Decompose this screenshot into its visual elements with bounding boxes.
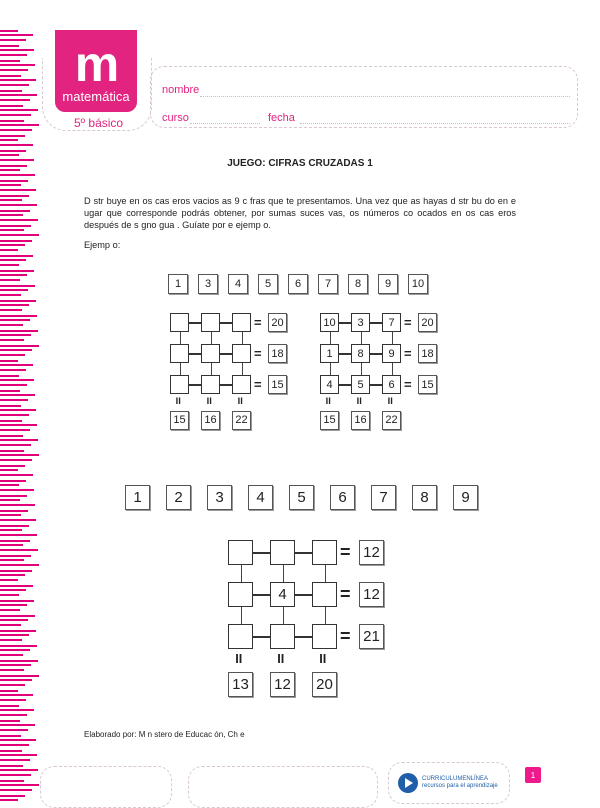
grid-cell[interactable]: 5 bbox=[351, 375, 370, 394]
row-sum-box: 20 bbox=[268, 313, 287, 332]
publisher-name: CURRICULUMENLÍNEA bbox=[422, 776, 489, 782]
strip-line bbox=[0, 795, 25, 797]
equals-vertical-sign: II bbox=[387, 396, 393, 406]
strip-line bbox=[0, 334, 31, 336]
digit-tile[interactable]: 8 bbox=[348, 274, 368, 294]
strip-line bbox=[0, 75, 21, 77]
strip-line bbox=[0, 34, 33, 36]
strip-line bbox=[0, 394, 35, 396]
equals-sign: = bbox=[254, 314, 262, 330]
grid-cell[interactable]: 3 bbox=[351, 313, 370, 332]
equals-vertical-sign: II bbox=[325, 396, 331, 406]
equals-sign: = bbox=[404, 345, 412, 361]
strip-line bbox=[0, 94, 37, 96]
strip-line bbox=[0, 549, 38, 551]
grid-connector bbox=[392, 332, 394, 344]
strip-line bbox=[0, 729, 28, 731]
strip-line bbox=[0, 799, 18, 801]
strip-line bbox=[0, 285, 35, 287]
strip-line bbox=[0, 384, 27, 386]
footer-frame-middle bbox=[188, 766, 378, 808]
digit-tile[interactable]: 8 bbox=[412, 485, 437, 510]
grid-connector bbox=[253, 552, 270, 554]
equals-vertical-sign: II bbox=[235, 651, 243, 666]
grid-connector bbox=[370, 322, 382, 324]
digit-tile[interactable]: 3 bbox=[207, 485, 232, 510]
grid-connector bbox=[180, 332, 182, 344]
strip-line bbox=[0, 84, 29, 86]
digit-tile[interactable]: 6 bbox=[288, 274, 308, 294]
strip-line bbox=[0, 480, 26, 482]
strip-line bbox=[0, 184, 21, 186]
grid-connector bbox=[242, 363, 244, 375]
column-sum-box: 22 bbox=[232, 411, 251, 430]
strip-line bbox=[0, 204, 37, 206]
grid-connector bbox=[339, 322, 351, 324]
strip-line bbox=[0, 484, 19, 486]
strip-line bbox=[0, 109, 38, 111]
equals-sign: = bbox=[340, 583, 351, 604]
strip-line bbox=[0, 139, 18, 141]
strip-line bbox=[0, 39, 26, 41]
equals-vertical-sign: II bbox=[356, 396, 362, 406]
strip-line bbox=[0, 49, 34, 51]
grid-cell[interactable] bbox=[201, 344, 220, 363]
strip-line bbox=[0, 774, 31, 776]
strip-line bbox=[0, 169, 20, 171]
logo-subject: matemática bbox=[62, 89, 130, 104]
strip-line bbox=[0, 154, 19, 156]
equals-sign: = bbox=[254, 376, 262, 392]
equals-sign: = bbox=[404, 314, 412, 330]
digit-tile[interactable]: 1 bbox=[168, 274, 188, 294]
grid-connector bbox=[220, 322, 232, 324]
strip-line bbox=[0, 714, 27, 716]
strip-line bbox=[0, 424, 37, 426]
digit-tile[interactable]: 3 bbox=[198, 274, 218, 294]
strip-line bbox=[0, 570, 32, 572]
row-sum-box: 12 bbox=[359, 582, 384, 607]
strip-line bbox=[0, 664, 31, 666]
grid-cell[interactable]: 4 bbox=[270, 582, 295, 607]
strip-line bbox=[0, 270, 34, 272]
strip-line bbox=[0, 789, 32, 791]
strip-line bbox=[0, 679, 32, 681]
grade-label: 5º básico bbox=[74, 116, 124, 130]
column-sum-box: 15 bbox=[320, 411, 339, 430]
strip-line bbox=[0, 684, 25, 686]
strip-line bbox=[0, 244, 25, 246]
strip-line bbox=[0, 150, 26, 152]
grid-connector bbox=[241, 565, 243, 582]
digit-tile[interactable]: 4 bbox=[228, 274, 248, 294]
strip-line bbox=[0, 769, 38, 771]
strip-line bbox=[0, 690, 18, 692]
column-sum-box: 22 bbox=[382, 411, 401, 430]
subject-logo bbox=[55, 30, 137, 112]
strip-line bbox=[0, 45, 19, 47]
column-sum-box: 15 bbox=[170, 411, 189, 430]
grid-connector bbox=[253, 636, 270, 638]
strip-line bbox=[0, 450, 24, 452]
grid-cell[interactable]: 7 bbox=[382, 313, 401, 332]
strip-line bbox=[0, 219, 38, 221]
name-label: nombre bbox=[162, 84, 200, 96]
strip-line bbox=[0, 180, 28, 182]
equals-vertical-sign: II bbox=[277, 651, 285, 666]
strip-line bbox=[0, 349, 32, 351]
row-sum-box: 15 bbox=[418, 375, 437, 394]
strip-line bbox=[0, 529, 22, 531]
strip-line bbox=[0, 279, 20, 281]
strip-line bbox=[0, 609, 20, 611]
row-sum-box: 18 bbox=[418, 344, 437, 363]
grid-cell[interactable] bbox=[270, 540, 295, 565]
strip-line bbox=[0, 225, 31, 227]
strip-line bbox=[0, 724, 35, 726]
strip-line bbox=[0, 519, 36, 521]
strip-line bbox=[0, 630, 36, 632]
grid-cell[interactable]: 10 bbox=[320, 313, 339, 332]
grid-connector bbox=[295, 594, 312, 596]
row-sum-box: 15 bbox=[268, 375, 287, 394]
publisher-tagline: recursos para el aprendizaje bbox=[422, 783, 498, 789]
grid-connector bbox=[330, 332, 332, 344]
strip-line bbox=[0, 234, 39, 236]
grid-connector bbox=[220, 384, 232, 386]
digit-tile[interactable]: 5 bbox=[258, 274, 278, 294]
grid-cell[interactable] bbox=[170, 313, 189, 332]
grid-cell[interactable]: 4 bbox=[320, 375, 339, 394]
grid-connector bbox=[189, 384, 201, 386]
strip-line bbox=[0, 495, 27, 497]
strip-line bbox=[0, 420, 22, 422]
strip-line bbox=[0, 135, 25, 137]
strip-line bbox=[0, 330, 38, 332]
strip-line bbox=[0, 675, 39, 677]
grid-connector bbox=[180, 363, 182, 375]
strip-line bbox=[0, 369, 26, 371]
row-sum-box: 12 bbox=[359, 540, 384, 565]
equals-vertical-sign: II bbox=[319, 651, 327, 666]
digit-tile[interactable]: 5 bbox=[289, 485, 314, 510]
grid-connector bbox=[189, 322, 201, 324]
grid-connector bbox=[295, 552, 312, 554]
strip-line bbox=[0, 469, 18, 471]
publisher-logo bbox=[398, 773, 498, 793]
strip-line bbox=[0, 435, 23, 437]
strip-line bbox=[0, 399, 28, 401]
strip-line bbox=[0, 705, 19, 707]
strip-line bbox=[0, 615, 35, 617]
strip-line bbox=[0, 654, 23, 656]
grid-cell[interactable]: 9 bbox=[382, 344, 401, 363]
strip-line bbox=[0, 649, 30, 651]
strip-line bbox=[0, 274, 27, 276]
strip-line bbox=[0, 579, 18, 581]
equals-sign: = bbox=[340, 541, 351, 562]
strip-line bbox=[0, 195, 29, 197]
grid-cell[interactable]: 1 bbox=[320, 344, 339, 363]
strip-line bbox=[0, 259, 26, 261]
grid-connector bbox=[339, 384, 351, 386]
row-sum-box: 20 bbox=[418, 313, 437, 332]
example-label: Ejemp o: bbox=[84, 240, 121, 250]
grid-connector bbox=[330, 363, 332, 375]
grid-connector bbox=[325, 607, 327, 624]
strip-line bbox=[0, 694, 33, 696]
strip-line bbox=[0, 600, 34, 602]
grid-cell[interactable] bbox=[312, 582, 337, 607]
strip-line bbox=[0, 639, 22, 641]
strip-line bbox=[0, 754, 37, 756]
strip-line bbox=[0, 525, 29, 527]
strip-line bbox=[0, 489, 34, 491]
row-sum-box: 18 bbox=[268, 344, 287, 363]
strip-line bbox=[0, 429, 30, 431]
strip-line bbox=[0, 514, 21, 516]
strip-line bbox=[0, 375, 19, 377]
grid-cell[interactable] bbox=[201, 313, 220, 332]
grid-cell[interactable]: 6 bbox=[382, 375, 401, 394]
strip-line bbox=[0, 414, 29, 416]
strip-line bbox=[0, 624, 21, 626]
strip-line bbox=[0, 264, 19, 266]
strip-line bbox=[0, 555, 31, 557]
strip-line bbox=[0, 594, 19, 596]
column-sum-box: 13 bbox=[228, 672, 253, 697]
digit-tile[interactable]: 6 bbox=[330, 485, 355, 510]
grid-cell[interactable] bbox=[312, 624, 337, 649]
strip-line bbox=[0, 120, 24, 122]
strip-line bbox=[0, 105, 23, 107]
strip-line bbox=[0, 739, 36, 741]
date-field[interactable] bbox=[300, 123, 570, 124]
grid-connector bbox=[211, 363, 213, 375]
strip-line bbox=[0, 534, 37, 536]
footer-frame-left bbox=[40, 766, 172, 808]
digit-tile[interactable]: 9 bbox=[453, 485, 478, 510]
strip-line bbox=[0, 144, 33, 146]
date-label: fecha bbox=[268, 112, 295, 124]
strip-line bbox=[0, 345, 39, 347]
row-sum-box: 21 bbox=[359, 624, 384, 649]
grid-cell[interactable]: 8 bbox=[351, 344, 370, 363]
digit-tile[interactable]: 9 bbox=[378, 274, 398, 294]
grid-connector bbox=[295, 636, 312, 638]
strip-line bbox=[0, 439, 38, 441]
page-number-badge: 1 bbox=[525, 767, 541, 783]
grid-cell[interactable] bbox=[228, 624, 253, 649]
grid-cell[interactable] bbox=[232, 375, 251, 394]
grid-cell[interactable] bbox=[170, 375, 189, 394]
grid-connector bbox=[220, 353, 232, 355]
strip-line bbox=[0, 574, 25, 576]
strip-line bbox=[0, 90, 22, 92]
digit-tile[interactable]: 4 bbox=[248, 485, 273, 510]
equals-sign: = bbox=[404, 376, 412, 392]
strip-line bbox=[0, 510, 28, 512]
grid-cell[interactable] bbox=[228, 540, 253, 565]
strip-line bbox=[0, 300, 36, 302]
column-sum-box: 20 bbox=[312, 672, 337, 697]
strip-line bbox=[0, 699, 26, 701]
grid-connector bbox=[211, 332, 213, 344]
strip-line bbox=[0, 660, 38, 662]
strip-line bbox=[0, 214, 23, 216]
equals-sign: = bbox=[254, 345, 262, 361]
strip-line bbox=[0, 354, 25, 356]
strip-line bbox=[0, 604, 27, 606]
equals-vertical-sign: II bbox=[175, 396, 181, 406]
strip-line bbox=[0, 759, 30, 761]
strip-line bbox=[0, 174, 35, 176]
grid-connector bbox=[241, 607, 243, 624]
strip-line bbox=[0, 669, 24, 671]
name-field[interactable] bbox=[200, 96, 570, 97]
grid-cell[interactable] bbox=[232, 344, 251, 363]
grid-cell[interactable] bbox=[170, 344, 189, 363]
grid-cell[interactable] bbox=[232, 313, 251, 332]
strip-line bbox=[0, 304, 29, 306]
grid-cell[interactable] bbox=[312, 540, 337, 565]
grid-connector bbox=[242, 332, 244, 344]
student-info-box bbox=[150, 66, 578, 128]
strip-line bbox=[0, 444, 31, 446]
strip-line bbox=[0, 240, 32, 242]
digit-tile[interactable]: 10 bbox=[408, 274, 428, 294]
strip-line bbox=[0, 54, 27, 56]
strip-line bbox=[0, 744, 29, 746]
play-icon bbox=[398, 773, 418, 793]
credit-text: Elaborado por: M n stero de Educac ón, Ch e bbox=[84, 730, 245, 739]
strip-line bbox=[0, 339, 24, 341]
grid-cell[interactable] bbox=[228, 582, 253, 607]
strip-line bbox=[0, 114, 31, 116]
strip-line bbox=[0, 360, 18, 362]
strip-line bbox=[0, 60, 20, 62]
equals-vertical-sign: II bbox=[206, 396, 212, 406]
strip-line bbox=[0, 784, 39, 786]
strip-line bbox=[0, 765, 23, 767]
strip-line bbox=[0, 465, 25, 467]
strip-line bbox=[0, 210, 30, 212]
digit-tile[interactable]: 7 bbox=[318, 274, 338, 294]
course-field[interactable] bbox=[190, 123, 260, 124]
digit-tile[interactable]: 1 bbox=[125, 485, 150, 510]
grid-connector bbox=[361, 332, 363, 344]
grid-cell[interactable] bbox=[201, 375, 220, 394]
strip-line bbox=[0, 309, 22, 311]
strip-line bbox=[0, 454, 39, 456]
strip-line bbox=[0, 64, 35, 66]
strip-line bbox=[0, 229, 24, 231]
strip-line bbox=[0, 189, 36, 191]
strip-line bbox=[0, 589, 26, 591]
grid-connector bbox=[283, 607, 285, 624]
strip-line bbox=[0, 645, 37, 647]
grid-connector bbox=[392, 363, 394, 375]
page-title: JUEGO: CIFRAS CRUZADAS 1 bbox=[227, 158, 373, 169]
strip-line bbox=[0, 559, 24, 561]
strip-line bbox=[0, 405, 21, 407]
digit-tile[interactable]: 7 bbox=[371, 485, 396, 510]
strip-line bbox=[0, 379, 34, 381]
strip-line bbox=[0, 735, 21, 737]
strip-line bbox=[0, 540, 30, 542]
strip-line bbox=[0, 255, 33, 257]
strip-line bbox=[0, 79, 36, 81]
column-sum-box: 16 bbox=[351, 411, 370, 430]
grid-cell[interactable] bbox=[270, 624, 295, 649]
strip-line bbox=[0, 544, 23, 546]
strip-line bbox=[0, 709, 34, 711]
strip-line bbox=[0, 315, 37, 317]
grid-connector bbox=[370, 384, 382, 386]
strip-line bbox=[0, 289, 28, 291]
strip-line bbox=[0, 364, 33, 366]
strip-line bbox=[0, 585, 33, 587]
strip-line bbox=[0, 409, 36, 411]
strip-line bbox=[0, 69, 28, 71]
column-sum-box: 16 bbox=[201, 411, 220, 430]
strip-line bbox=[0, 249, 18, 251]
strip-line bbox=[0, 390, 20, 392]
strip-line bbox=[0, 30, 18, 32]
grid-connector bbox=[189, 353, 201, 355]
strip-line bbox=[0, 634, 29, 636]
equals-vertical-sign: II bbox=[237, 396, 243, 406]
course-label: curso bbox=[162, 112, 189, 124]
decorative-side-strip bbox=[0, 30, 38, 800]
logo-letter: m bbox=[74, 36, 118, 92]
strip-line bbox=[0, 319, 30, 321]
grid-connector bbox=[361, 363, 363, 375]
strip-line bbox=[0, 324, 23, 326]
strip-line bbox=[0, 99, 30, 101]
column-sum-box: 12 bbox=[270, 672, 295, 697]
equals-sign: = bbox=[340, 625, 351, 646]
strip-line bbox=[0, 459, 32, 461]
strip-line bbox=[0, 499, 20, 501]
strip-line bbox=[0, 564, 39, 566]
strip-line bbox=[0, 619, 28, 621]
strip-line bbox=[0, 129, 32, 131]
grid-connector bbox=[325, 565, 327, 582]
strip-line bbox=[0, 199, 22, 201]
grid-connector bbox=[370, 353, 382, 355]
strip-line bbox=[0, 750, 22, 752]
instructions-text: D str buye en os cas eros vacios as 9 c fras que te presentamos. Una vez que as hayas d str bu do en e ugar que corresponde podrás obtener, por sumas suces vas, os números co ocados en os cas eros después de s gno gua . Guíate por e ejemp o. bbox=[84, 196, 516, 230]
digit-tile[interactable]: 2 bbox=[166, 485, 191, 510]
grid-connector bbox=[253, 594, 270, 596]
strip-line bbox=[0, 720, 20, 722]
strip-line bbox=[0, 294, 21, 296]
strip-line bbox=[0, 124, 39, 126]
grid-connector bbox=[339, 353, 351, 355]
grid-connector bbox=[283, 565, 285, 582]
strip-line bbox=[0, 474, 33, 476]
strip-line bbox=[0, 504, 35, 506]
strip-line bbox=[0, 780, 24, 782]
